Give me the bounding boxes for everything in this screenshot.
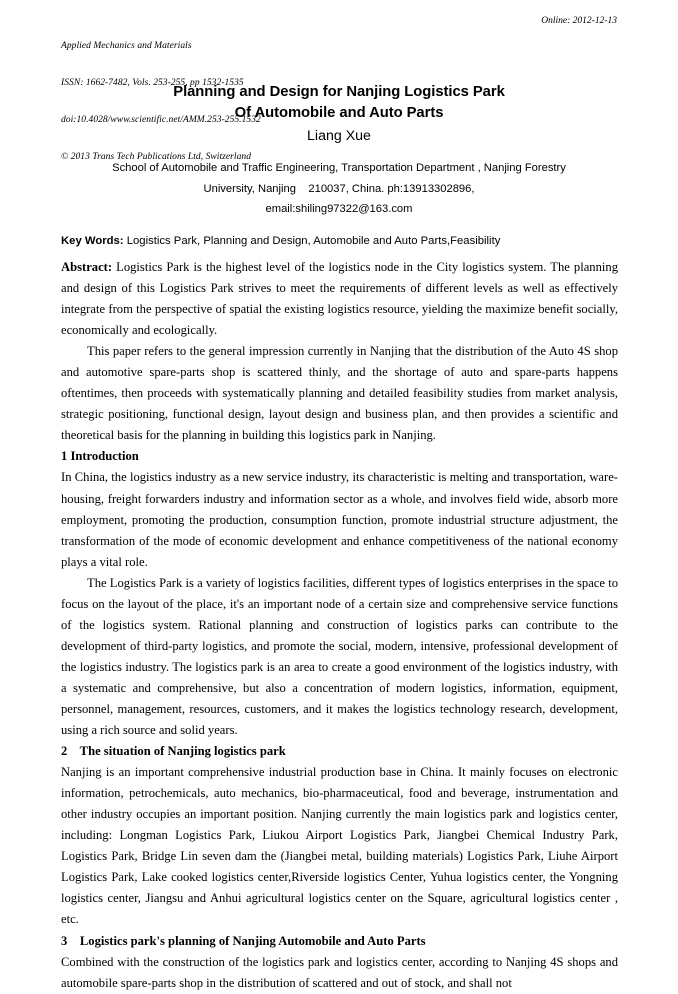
- section-1-paragraph-2: The Logistics Park is a variety of logistics facilities, different types of logistics enterprises in the space to focus on the layout of the place, it's an important node of a certain size and comprehensive service functions of the logistics system. Rational planning and construction of logistics parks can contribute to the development of third-party logistics, and promote the social, modern, intensive, professional development of the logistics industry. The logistics park is an area to create a good environment of the logistics industry, with a systematic and comprehensive, but also a concentration of modern logistics, information, equipment, personnel, management, resources, customers, and it makes the logistics technology research, development, using a rich source and solid years.: [61, 575, 618, 738]
- section-1-paragraph-1: In China, the logistics industry as a new service industry, its characteristic is melting and transportation, ware-housing, freight forwarders industry and information sector as a whole, and involves field wide, absorb more employment, promoting the production, consumption function, promote industrial structure adjustment, the transformation of the mode of economic development and enhance competitiveness of the national economy plays a vital role.: [61, 470, 618, 569]
- page-title: [61, 82, 617, 124]
- author-affiliation: [61, 158, 617, 220]
- section-2-paragraph-1: Nanjing is an important comprehensive industrial production base in China. It mainly focuses on electronic information, petrochemicals, auto mechanics, bio-pharmaceutical, food and beverage, instrumentation and other industry occupies an important position. Nanjing currently the main logistics park and logistics center, including: Longman Logistics Park, Liukou Airport Logistics Park, Jiangbei Chemical Industry Park, Logistics Park, Bridge Lin seven dam the (Jiangbei metal, building materials) Logistics Park, Liuhe Airport Logistics Park, Lake cooked logistics center,Riverside logistics Center, Yuhua logistics center, the Yongning logistics center, Jiangsu and Anhui agricultural logistics center on the Square, agricultural logistics center , etc.: [61, 765, 618, 927]
- title-line-1: Planning and Design for Nanjing Logistics Park: [173, 84, 505, 100]
- section-heading-1: 1 Introduction: [61, 449, 139, 464]
- section-heading-3: 3 Logistics park's planning of Nanjing Automobile and Auto Parts: [61, 933, 426, 948]
- online-date: Online: 2012-12-13: [541, 16, 617, 26]
- keywords-value: Logistics Park, Planning and Design, Automobile and Auto Parts,Feasibility: [123, 235, 501, 247]
- journal-name: Applied Mechanics and Materials: [61, 40, 192, 51]
- section-3-paragraph-1: Combined with the construction of the logistics park and logistics center, according to Nanjing 4S shops and automobile spare-parts shop in the distribution of scattered and out of stock, and shall not: [61, 954, 618, 990]
- affiliation-line-2: University, Nanjing 210037, China. ph:13913302896,: [203, 182, 475, 195]
- journal-issn: ISSN: 1662-7482, Vols. 253-255, pp 1532-1535: [61, 78, 244, 89]
- journal-copyright: © 2013 Trans Tech Publications Ltd, Switzerland: [61, 152, 252, 163]
- journal-doi: doi:10.4028/www.scientific.net/AMM.253-255.1532: [61, 115, 261, 126]
- section-heading-2: 2 The situation of Nanjing logistics park: [61, 744, 286, 759]
- keywords-line: [61, 233, 619, 249]
- abstract-paragraph: [61, 257, 618, 341]
- abstract-text: Logistics Park is the highest level of the logistics node in the City logistics system. The planning and design of this Logistics Park strives to meet the requirements of different levels as well as effectively integrate from the perspective of spatial the existing logistics resource, yielding the maximize benefit socially, economically and ecologically.: [61, 260, 618, 338]
- abstract-label: Abstract:: [61, 260, 113, 274]
- abstract-paragraph-2: This paper refers to the general impression currently in Nanjing that the distribution of the Auto 4S shop and automotive spare-parts shop is scattered thinly, and the shortage of auto and spare-parts happens oftentimes, then proceeds with systematically planning and detailed feasibility studies from market analysis, strategic positioning, functional design, layout design and business plan, and then provides a scientific and theoretical basis for the planning in building this logistics park in Nanjing.: [61, 344, 618, 443]
- affiliation-line-1: School of Automobile and Traffic Engineering, Transportation Department , Nanjing Forestry: [112, 162, 566, 174]
- affiliation-line-3: email:shiling97322@163.com: [265, 203, 413, 215]
- title-line-2: Of Automobile and Auto Parts: [234, 105, 444, 121]
- author-name: Liang Xue: [307, 128, 371, 144]
- article-body: [61, 257, 618, 994]
- keywords-label: Key Words:: [61, 235, 124, 247]
